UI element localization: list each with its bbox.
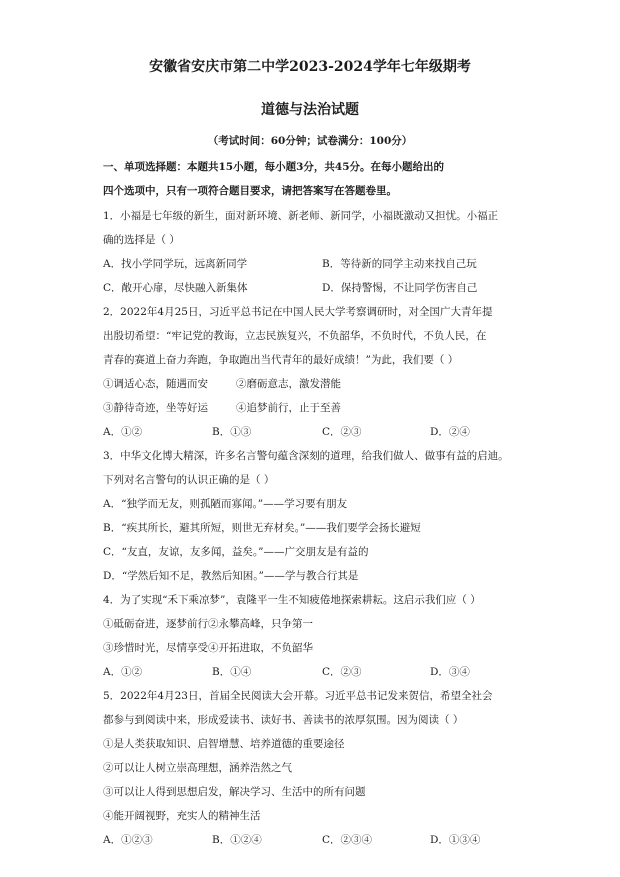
- q4-option-a: A．①②: [103, 666, 143, 678]
- q4-stem-line1: 4．为了实现“禾下乘凉梦”，袁隆平一生不知疲倦地探索耕耘。这启示我们应（ ）: [103, 594, 481, 606]
- q2-stem-line3: 青春的赛道上奋力奔跑，争取跑出当代青年的最好成绩！”为此，我们要（ ）: [103, 354, 459, 366]
- q5-item-2: ②可以让人树立崇高理想，涵养浩然之气: [103, 762, 292, 774]
- q2-item-4: ④追梦前行，止于至善: [236, 402, 341, 414]
- q1-stem-line2: 确的选择是（ ）: [103, 234, 180, 246]
- q4-option-b: B．①④: [212, 666, 252, 678]
- q2-item-3: ③静待奇迹，坐等好运: [103, 402, 208, 414]
- q2-option-c: C．②③: [322, 426, 362, 438]
- q1-option-b: B．等待新的同学主动来找自己玩: [322, 258, 477, 270]
- q5-option-d: D．①③④: [430, 834, 481, 846]
- q1-option-c: C．敞开心扉，尽快融入新集体: [103, 282, 248, 294]
- exam-info: （考试时间：60分钟；试卷满分：100分）: [207, 135, 413, 147]
- exam-title: 安徽省安庆市第二中学2023-2024学年七年级期考: [149, 59, 471, 75]
- q1-option-d: D．保持警惕，不让同学伤害自己: [322, 282, 478, 294]
- exam-subject: 道德与法治试题: [261, 102, 359, 118]
- q3-option-c: C．“友直，友谅，友多闻，益矣。”——广交朋友是有益的: [103, 546, 369, 558]
- q2-option-a: A．①②: [103, 426, 143, 438]
- q5-item-3: ③可以让人得到思想启发，解决学习、生活中的所有问题: [103, 786, 366, 798]
- q1-stem-line1: 1．小福是七年级的新生，面对新环境、新老师、新同学，小福既激动又担忧。小福正: [103, 210, 499, 222]
- q3-option-d: D．“学然后知不足，教然后知困。”——学与教合行其是: [103, 570, 359, 582]
- q2-stem-line1: 2．2022年4月25日，习近平总书记在中国人民大学考察调研时，对全国广大青年提: [103, 306, 493, 318]
- q2-option-d: D．②④: [430, 426, 470, 438]
- q3-option-b: B．“疾其所长，避其所短，则世无弃材矣。”——我们要学会扬长避短: [103, 522, 421, 534]
- q4-option-c: C．②③: [322, 666, 362, 678]
- q4-option-d: D．③④: [430, 666, 470, 678]
- q5-option-c: C．②③④: [322, 834, 373, 846]
- q5-option-b: B．①②④: [212, 834, 262, 846]
- q2-item-2: ②磨砺意志，激发潜能: [236, 378, 341, 390]
- q3-option-a: A．“独学而无友，则孤陋而寡闻。”——学习要有朋友: [103, 498, 348, 510]
- q5-option-a: A．①②③: [103, 834, 153, 846]
- section-heading-line2: 四个选项中，只有一项符合题目要求，请把答案写在答题卷里。: [103, 185, 397, 197]
- q2-stem-line2: 出殷切希望：“牢记党的教诲，立志民族复兴，不负韶华，不负时代，不负人民，在: [103, 330, 487, 342]
- q5-stem-line1: 5．2022年4月23日，首届全民阅读大会开幕。习近平总书记发来贺信，希望全社会: [103, 690, 493, 702]
- section-heading-line1: 一、单项选择题：本题共15小题，每小题3分，共45分。在每小题给出的: [103, 161, 445, 173]
- q5-item-4: ④能开阔视野，充实人的精神生活: [103, 810, 261, 822]
- q3-stem-line1: 3．中华文化博大精深，许多名言警句蕴含深刻的道理，给我们做人、做事有益的启迪。: [103, 450, 509, 462]
- q5-stem-line2: 都参与到阅读中来，形成爱读书、读好书、善读书的浓厚氛围。因为阅读（ ）: [103, 714, 464, 726]
- q2-item-1: ①调适心态，随遇而安: [103, 378, 208, 390]
- q1-option-a: A．找小学同学玩，远离新同学: [103, 258, 248, 270]
- q2-option-b: B．①③: [212, 426, 252, 438]
- q4-items-1-2: ①砥砺奋进，逐梦前行②永攀高峰，只争第一: [103, 618, 313, 630]
- q3-stem-line2: 下列对名言警句的认识正确的是（ ）: [103, 474, 275, 486]
- q4-items-3-4: ③珍惜时光，尽情享受④开拓进取，不负韶华: [103, 642, 313, 654]
- q5-item-1: ①是人类获取知识、启智增慧、培养道德的重要途径: [103, 738, 345, 750]
